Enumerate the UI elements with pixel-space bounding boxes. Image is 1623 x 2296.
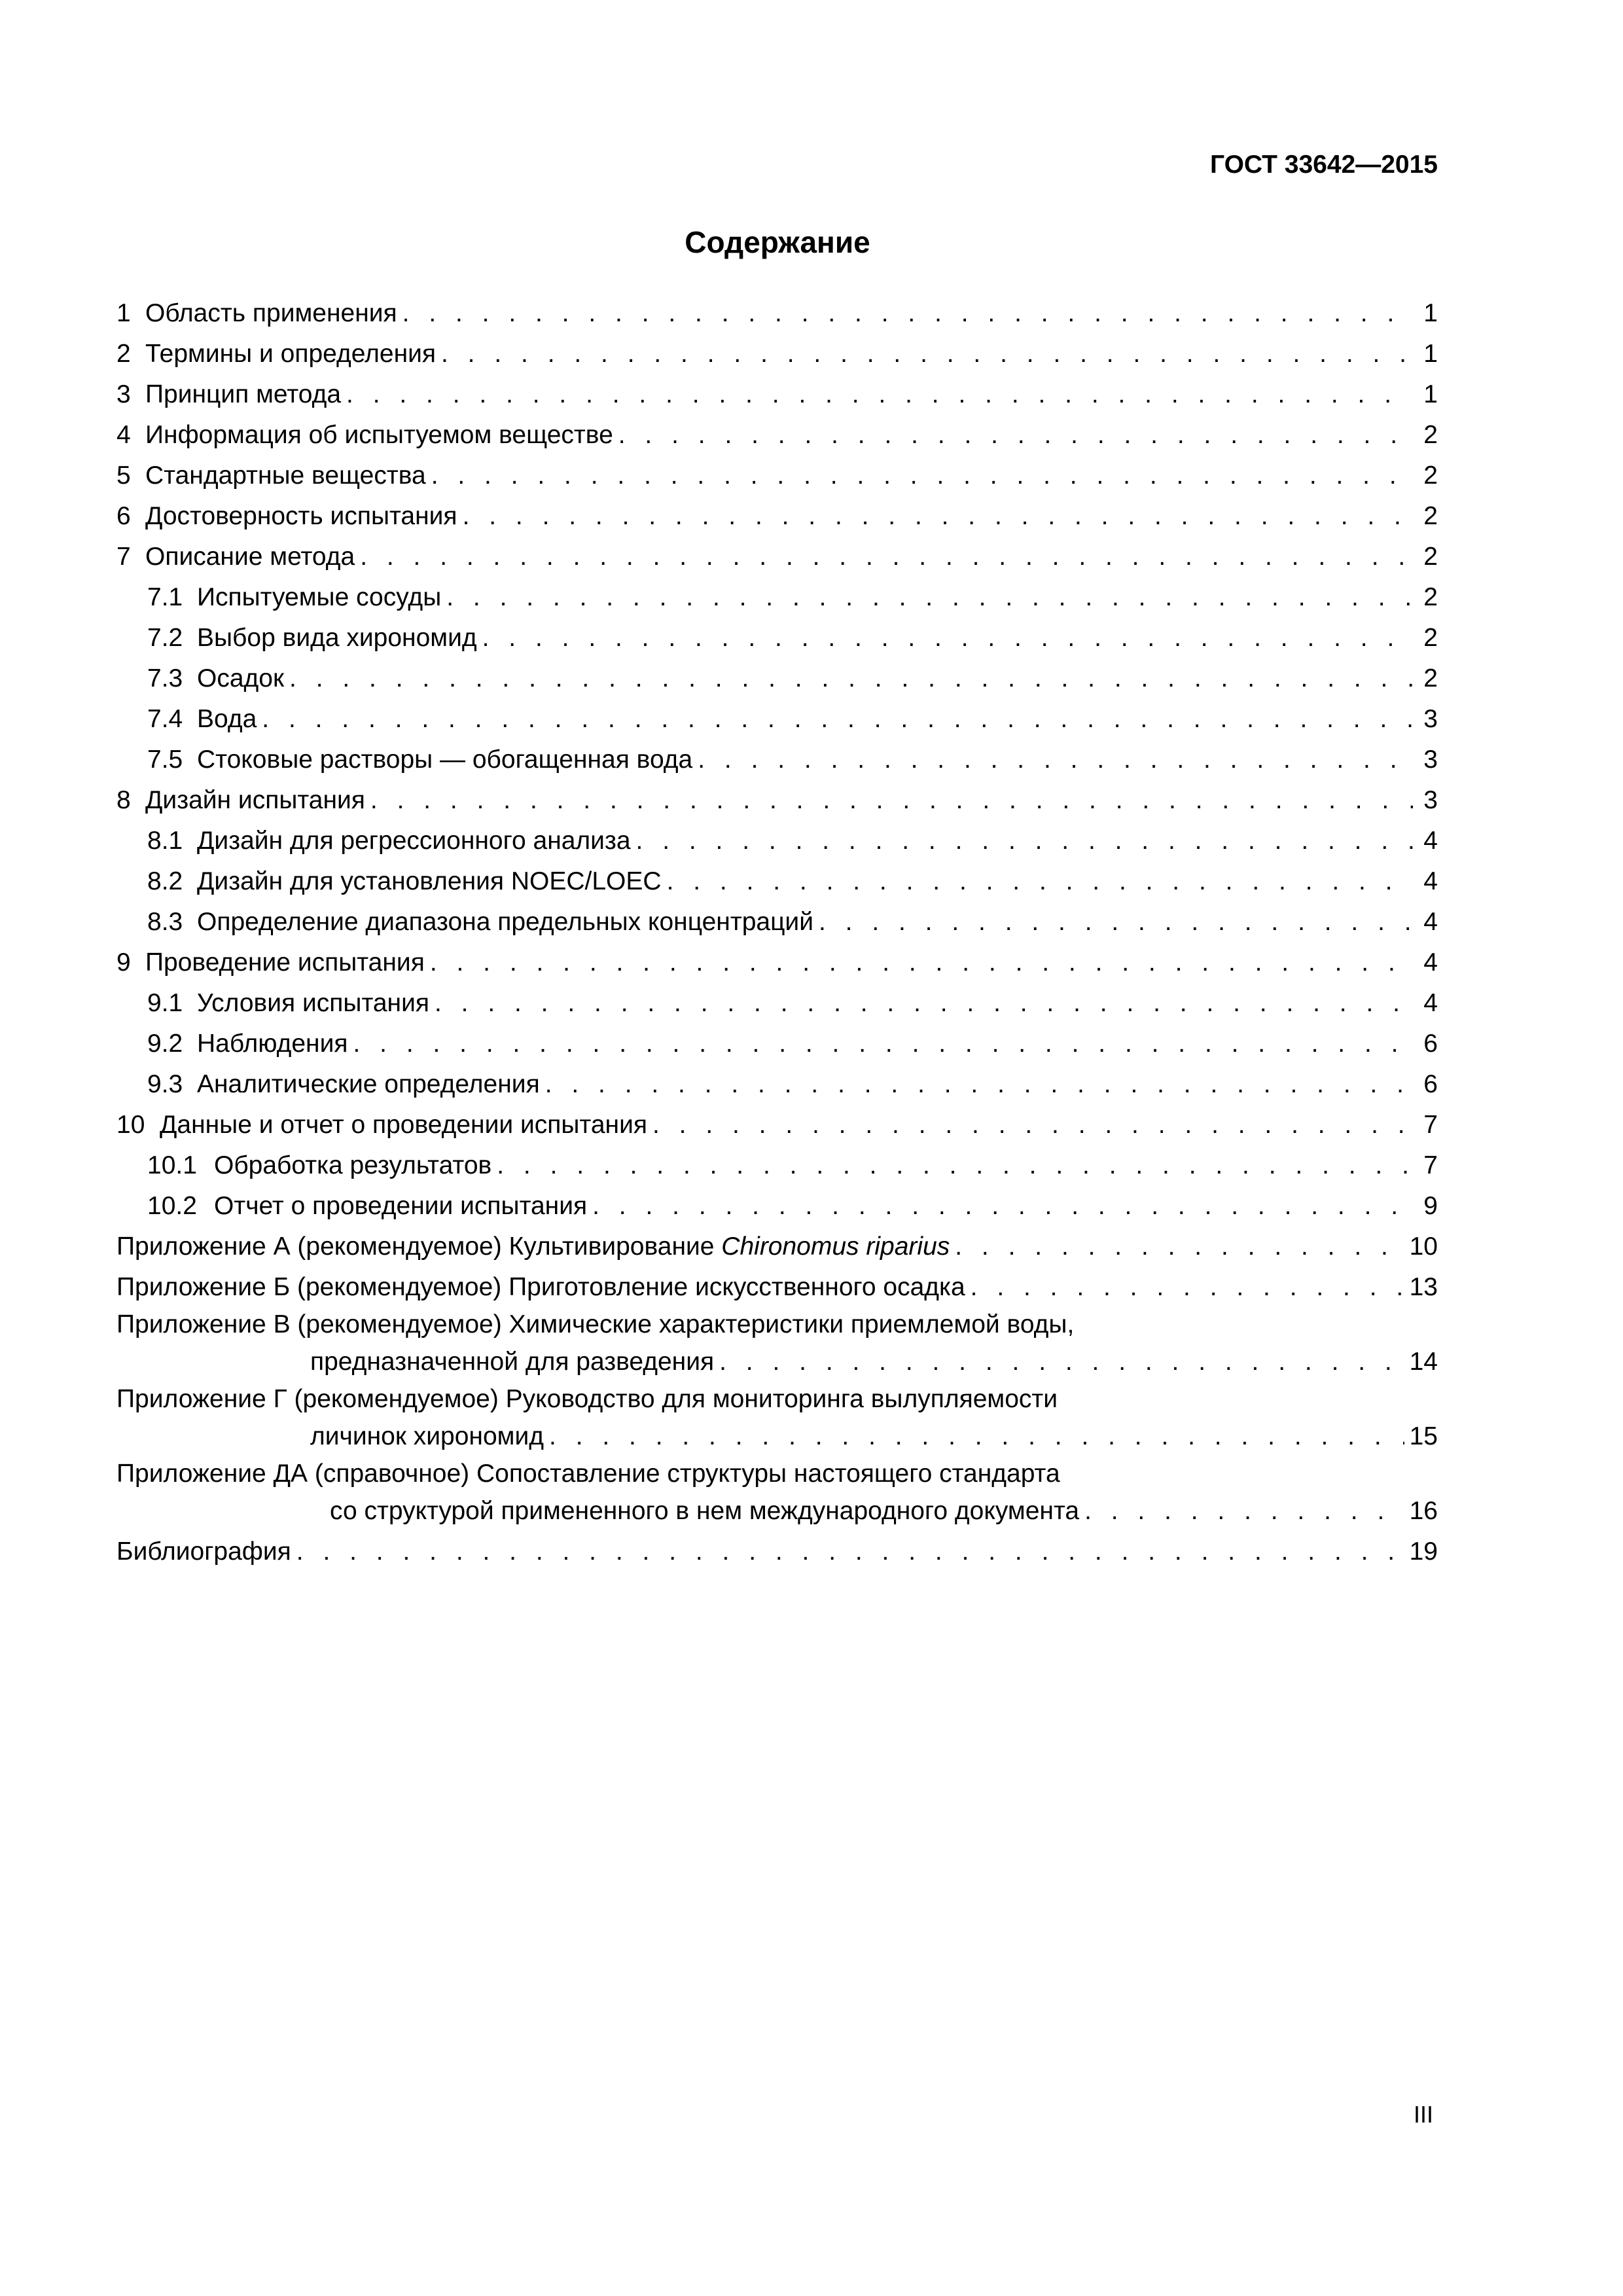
- toc-entry-number: 8.1: [147, 827, 183, 855]
- toc-entry-title: Стандартные вещества: [145, 461, 426, 490]
- toc-entry-number: 5: [116, 461, 131, 490]
- toc-entry-page: 4: [1423, 948, 1438, 977]
- toc-entry-page: 4: [1423, 827, 1438, 855]
- toc-entry-page: 6: [1423, 1030, 1438, 1058]
- toc-entry-title: Определение диапазона предельных концентраций: [197, 908, 813, 936]
- toc-entry-page: 2: [1423, 502, 1438, 530]
- toc-entry-title: Дизайн для регрессионного анализа: [197, 827, 631, 855]
- toc-title: Содержание: [685, 225, 870, 259]
- toc-annex-b[interactable]: [116, 1267, 1438, 1308]
- toc-entry-3[interactable]: [116, 374, 1438, 415]
- toc-entry-page: 16: [1409, 1497, 1438, 1525]
- table-of-contents: [116, 293, 1438, 1572]
- leader-dots: [296, 1532, 1404, 1572]
- toc-entry-9-3[interactable]: [116, 1064, 1438, 1105]
- toc-entry-title: Испытуемые сосуды: [197, 583, 442, 611]
- toc-entry-8-3[interactable]: [116, 902, 1438, 942]
- toc-entry-10-1[interactable]: [116, 1145, 1438, 1186]
- toc-entry-page: 1: [1423, 340, 1438, 368]
- toc-entry-title-line1: Приложение Г (рекомендуемое) Руководство для мониторинга вылупляемости: [116, 1385, 1058, 1413]
- toc-entry-page: 9: [1423, 1192, 1438, 1220]
- leader-dots: [402, 293, 1413, 334]
- toc-entry-number: 7.5: [147, 745, 183, 774]
- toc-entry-title-line2: личинок хирономид: [310, 1422, 544, 1450]
- toc-entry-7-3[interactable]: [116, 658, 1438, 699]
- toc-entry-page: 4: [1423, 989, 1438, 1017]
- leader-dots: [652, 1105, 1413, 1145]
- toc-entry-title: [116, 1227, 950, 1267]
- toc-entry-page: 3: [1423, 745, 1438, 774]
- leader-dots: [431, 456, 1413, 496]
- toc-entry-title: Библиография: [116, 1537, 291, 1566]
- annex-a-title: Приложение А (рекомендуемое) Культивирование: [116, 1232, 715, 1261]
- leader-dots: [1084, 1491, 1404, 1532]
- toc-entry-title: Данные и отчет о проведении испытания: [160, 1111, 647, 1139]
- page-number: III: [1413, 2101, 1433, 2128]
- toc-entry-9-2[interactable]: [116, 1024, 1438, 1064]
- toc-entry-number: 3: [116, 380, 131, 408]
- leader-dots: [463, 496, 1413, 537]
- toc-entry-number: 7.2: [147, 624, 183, 652]
- toc-annex-v[interactable]: [116, 1308, 1438, 1382]
- leader-dots: [719, 1342, 1404, 1382]
- toc-entry-page: 4: [1423, 867, 1438, 895]
- toc-entry-page: 2: [1423, 461, 1438, 490]
- toc-entry-page: 6: [1423, 1070, 1438, 1098]
- toc-entry-page: 14: [1409, 1348, 1438, 1376]
- toc-entry-page: 3: [1423, 786, 1438, 814]
- toc-entry-number: 7.1: [147, 583, 183, 611]
- toc-annex-g[interactable]: [116, 1382, 1438, 1457]
- toc-entry-page: 2: [1423, 583, 1438, 611]
- toc-entry-title: Осадок: [197, 664, 285, 692]
- leader-dots: [549, 1416, 1404, 1457]
- toc-entry-number: 4: [116, 421, 131, 449]
- toc-entry-title: Проведение испытания: [145, 948, 425, 977]
- toc-entry-title: Вода: [197, 705, 257, 733]
- toc-entry-title-line1: Приложение ДА (справочное) Сопоставление структуры настоящего стандарта: [116, 1460, 1060, 1488]
- toc-entry-page: 2: [1423, 543, 1438, 571]
- toc-annex-a[interactable]: [116, 1227, 1438, 1267]
- toc-entry-7-2[interactable]: [116, 618, 1438, 658]
- toc-entry-number: 10: [116, 1111, 145, 1139]
- toc-entry-number: 7.3: [147, 664, 183, 692]
- toc-entry-7-1[interactable]: [116, 577, 1438, 618]
- leader-dots: [353, 1024, 1413, 1064]
- toc-entry-8[interactable]: [116, 780, 1438, 821]
- toc-entry-number: 9: [116, 948, 131, 977]
- toc-entry-title: Приложение Б (рекомендуемое) Приготовление искусственного осадка: [116, 1273, 965, 1301]
- toc-entry-title: Достоверность испытания: [145, 502, 457, 530]
- toc-entry-number: 8.3: [147, 908, 183, 936]
- leader-dots: [289, 658, 1413, 699]
- toc-entry-number: 7.4: [147, 705, 183, 733]
- toc-entry-page: 7: [1423, 1151, 1438, 1179]
- toc-entry-8-1[interactable]: [116, 821, 1438, 861]
- toc-entry-title: Обработка результатов: [214, 1151, 492, 1179]
- toc-entry-number: 2: [116, 340, 131, 368]
- toc-entry-number: 10.2: [147, 1192, 197, 1220]
- leader-dots: [592, 1186, 1413, 1227]
- toc-entry-number: 1: [116, 299, 131, 327]
- toc-entry-4[interactable]: [116, 415, 1438, 456]
- leader-dots: [955, 1227, 1404, 1267]
- toc-entry-page: 2: [1423, 664, 1438, 692]
- toc-entry-number: 6: [116, 502, 131, 530]
- toc-entry-page: 1: [1423, 380, 1438, 408]
- toc-entry-page: 3: [1423, 705, 1438, 733]
- toc-entry-page: 10: [1409, 1232, 1438, 1261]
- toc-entry-6[interactable]: [116, 496, 1438, 537]
- toc-entry-title: Термины и определения: [145, 340, 437, 368]
- toc-entry-page: 2: [1423, 624, 1438, 652]
- leader-dots: [482, 618, 1413, 658]
- toc-entry-title: Стоковые растворы — обогащенная вода: [197, 745, 693, 774]
- toc-entry-8-2[interactable]: [116, 861, 1438, 902]
- toc-entry-title: Отчет о проведении испытания: [214, 1192, 588, 1220]
- toc-entry-title: Выбор вида хирономид: [197, 624, 477, 652]
- toc-entry-number: 10.1: [147, 1151, 197, 1179]
- annex-a-species-name: Chironomus riparius: [721, 1232, 950, 1261]
- toc-entry-title: Аналитические определения: [197, 1070, 540, 1098]
- document-code: ГОСТ 33642—2015: [1210, 151, 1438, 179]
- leader-dots: [360, 537, 1413, 577]
- toc-entry-1[interactable]: [116, 293, 1438, 334]
- leader-dots: [698, 740, 1413, 780]
- leader-dots: [636, 821, 1413, 861]
- leader-dots: [262, 699, 1413, 740]
- toc-entry-title: Наблюдения: [197, 1030, 348, 1058]
- toc-entry-title: Принцип метода: [145, 380, 342, 408]
- toc-entry-9[interactable]: [116, 942, 1438, 983]
- toc-entry-9-1[interactable]: [116, 983, 1438, 1024]
- toc-entry-page: 13: [1409, 1273, 1438, 1301]
- toc-entry-7-4[interactable]: [116, 699, 1438, 740]
- toc-entry-page: 1: [1423, 299, 1438, 327]
- toc-entry-title-line1: Приложение В (рекомендуемое) Химические характеристики приемлемой воды,: [116, 1310, 1075, 1338]
- leader-dots: [441, 334, 1413, 374]
- toc-entry-page: 4: [1423, 908, 1438, 936]
- toc-entry-number: 9.3: [147, 1070, 183, 1098]
- leader-dots: [346, 374, 1413, 415]
- toc-entry-number: 9.2: [147, 1030, 183, 1058]
- leader-dots: [971, 1267, 1404, 1308]
- leader-dots: [370, 780, 1413, 821]
- toc-entry-7-5[interactable]: [116, 740, 1438, 780]
- toc-entry-7[interactable]: [116, 537, 1438, 577]
- toc-entry-title: Область применения: [145, 299, 397, 327]
- toc-entry-page: 19: [1409, 1537, 1438, 1566]
- toc-entry-number: 9.1: [147, 989, 183, 1017]
- toc-entry-title: Описание метода: [145, 543, 355, 571]
- toc-entry-title-line2: со структурой примененного в нем международного документа: [330, 1497, 1080, 1525]
- toc-entry-page: 7: [1423, 1111, 1438, 1139]
- toc-entry-number: 7: [116, 543, 131, 571]
- toc-entry-5[interactable]: [116, 456, 1438, 496]
- toc-annex-da[interactable]: [116, 1457, 1438, 1532]
- toc-entry-number: 8: [116, 786, 131, 814]
- leader-dots: [446, 577, 1413, 618]
- toc-entry-page: 2: [1423, 421, 1438, 449]
- leader-dots: [430, 942, 1413, 983]
- toc-entry-number: 8.2: [147, 867, 183, 895]
- leader-dots: [545, 1064, 1413, 1105]
- leader-dots: [819, 902, 1413, 942]
- toc-entry-10[interactable]: [116, 1105, 1438, 1145]
- toc-entry-title-line2: предназначенной для разведения: [310, 1348, 715, 1376]
- toc-entry-title: Условия испытания: [197, 989, 429, 1017]
- leader-dots: [497, 1145, 1413, 1186]
- leader-dots: [435, 983, 1413, 1024]
- toc-entry-title: Информация об испытуемом веществе: [145, 421, 613, 449]
- toc-entry-title: Дизайн для установления NOEC/LOEC: [197, 867, 662, 895]
- toc-entry-2[interactable]: [116, 334, 1438, 374]
- leader-dots: [667, 861, 1413, 902]
- toc-entry-10-2[interactable]: [116, 1186, 1438, 1227]
- toc-entry-title: Дизайн испытания: [145, 786, 365, 814]
- leader-dots: [618, 415, 1413, 456]
- toc-entry-page: 15: [1409, 1422, 1438, 1450]
- toc-bibliography[interactable]: [116, 1532, 1438, 1572]
